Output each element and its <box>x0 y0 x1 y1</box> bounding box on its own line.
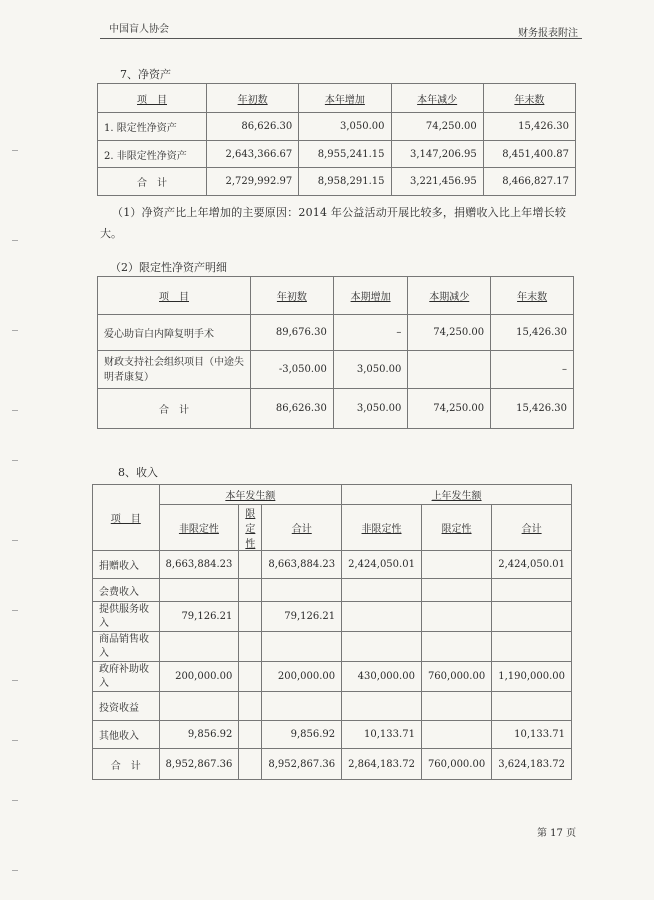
cell: 15,426.30 <box>491 315 574 351</box>
cell: 8,663,884.23 <box>159 551 239 579</box>
restricted-assets-detail-table <box>97 276 574 429</box>
header-doc-title: 财务报表附注 <box>518 28 578 39</box>
margin-mark <box>12 540 18 541</box>
cell: 15,426.30 <box>491 389 574 429</box>
cell: 200,000.00 <box>262 662 342 692</box>
cell <box>421 602 491 632</box>
col-header: 本年减少 <box>391 84 483 113</box>
header-org: 中国盲人协会 <box>109 24 169 35</box>
page-number: 第 17 页 <box>537 828 577 839</box>
table-sub-header-row <box>93 505 572 551</box>
cell: 8,663,884.23 <box>262 551 342 579</box>
section-8-title: 8、收入 <box>118 466 158 479</box>
cell: 760,000.00 <box>421 662 491 692</box>
sub-header: 合计 <box>492 505 572 551</box>
row-label: 合 计 <box>98 389 251 429</box>
row-label: 1. 限定性净资产 <box>98 113 207 141</box>
cell: 3,050.00 <box>333 351 408 389</box>
cell: 8,958,291.15 <box>299 168 391 196</box>
cell <box>421 632 491 662</box>
margin-mark <box>12 610 18 611</box>
cell <box>421 551 491 579</box>
col-header: 项 目 <box>93 485 160 551</box>
margin-mark <box>12 330 18 331</box>
col-header: 本年增加 <box>299 84 391 113</box>
cell <box>239 632 262 662</box>
cell: 3,221,456.95 <box>391 168 483 196</box>
table-row <box>93 662 572 692</box>
cell: 9,856.92 <box>262 721 342 749</box>
cell <box>239 721 262 749</box>
table-header-row <box>98 277 574 315</box>
col-header: 年末数 <box>491 277 574 315</box>
margin-mark <box>12 740 18 741</box>
cell: 10,133.71 <box>492 721 572 749</box>
section-7-title: 7、净资产 <box>120 68 171 81</box>
row-label: 爱心助盲白内障复明手术 <box>98 315 251 351</box>
cell <box>262 632 342 662</box>
income-table <box>92 484 572 780</box>
header-rule <box>100 38 582 39</box>
table-row <box>93 721 572 749</box>
row-label: 财政支持社会组织项目（中途失明者康复） <box>98 351 251 389</box>
cell: 74,250.00 <box>408 315 491 351</box>
sub-header: 非限定性 <box>159 505 239 551</box>
cell: 8,451,400.87 <box>483 141 575 168</box>
cell: 1,190,000.00 <box>492 662 572 692</box>
table-row <box>93 551 572 579</box>
cell: 89,676.30 <box>251 315 334 351</box>
cell <box>342 579 422 602</box>
cell <box>342 602 422 632</box>
cell: 430,000.00 <box>342 662 422 692</box>
cell: 8,466,827.17 <box>483 168 575 196</box>
col-header: 年初数 <box>207 84 299 113</box>
cell: 3,147,206.95 <box>391 141 483 168</box>
cell <box>408 351 491 389</box>
row-label: 政府补助收入 <box>93 662 160 692</box>
cell: -3,050.00 <box>251 351 334 389</box>
table-row <box>93 692 572 721</box>
cell: 3,050.00 <box>299 113 391 141</box>
col-header: 项 目 <box>98 84 207 113</box>
margin-mark <box>12 240 18 241</box>
cell <box>262 579 342 602</box>
cell <box>159 579 239 602</box>
margin-mark <box>12 150 18 151</box>
sub-header: 限定性 <box>421 505 491 551</box>
col-header: 本期减少 <box>408 277 491 315</box>
cell <box>492 579 572 602</box>
cell: 8,952,867.36 <box>262 749 342 780</box>
cell: 760,000.00 <box>421 749 491 780</box>
table-row-total <box>98 168 576 196</box>
cell: 15,426.30 <box>483 113 575 141</box>
cell <box>239 749 262 780</box>
cell: 74,250.00 <box>391 113 483 141</box>
margin-mark <box>12 870 18 871</box>
col-header: 年初数 <box>251 277 334 315</box>
table-row-total <box>93 749 572 780</box>
cell: – <box>491 351 574 389</box>
row-label: 其他收入 <box>93 721 160 749</box>
cell: 86,626.30 <box>251 389 334 429</box>
cell: 79,126.21 <box>159 602 239 632</box>
row-label: 提供服务收入 <box>93 602 160 632</box>
cell <box>421 579 491 602</box>
row-label: 2. 非限定性净资产 <box>98 141 207 168</box>
row-label: 商品销售收入 <box>93 632 160 662</box>
group-header-prior-year: 上年发生额 <box>342 485 572 505</box>
cell <box>239 602 262 632</box>
row-label: 捐赠收入 <box>93 551 160 579</box>
cell <box>342 692 422 721</box>
cell <box>492 632 572 662</box>
cell: 2,864,183.72 <box>342 749 422 780</box>
table-row <box>98 113 576 141</box>
net-assets-table <box>97 83 576 196</box>
table-row <box>98 351 574 389</box>
cell: 3,624,183.72 <box>492 749 572 780</box>
cell <box>239 692 262 721</box>
cell: – <box>333 315 408 351</box>
group-header-current-year: 本年发生额 <box>159 485 342 505</box>
cell: 8,952,867.36 <box>159 749 239 780</box>
table-group-header-row <box>93 485 572 505</box>
cell: 200,000.00 <box>159 662 239 692</box>
row-label: 会费收入 <box>93 579 160 602</box>
cell: 2,424,050.01 <box>342 551 422 579</box>
row-label: 合 计 <box>93 749 160 780</box>
cell <box>239 579 262 602</box>
cell: 8,955,241.15 <box>299 141 391 168</box>
cell: 2,729,992.97 <box>207 168 299 196</box>
col-header: 项 目 <box>98 277 251 315</box>
col-header: 年末数 <box>483 84 575 113</box>
cell <box>239 551 262 579</box>
col-header: 本期增加 <box>333 277 408 315</box>
sub-header: 限定性 <box>239 505 262 551</box>
table-header-row <box>98 84 576 113</box>
cell <box>239 662 262 692</box>
note-heading-2: （2）限定性净资产明细 <box>110 261 227 274</box>
table-row <box>98 141 576 168</box>
cell: 3,050.00 <box>333 389 408 429</box>
margin-mark <box>12 800 18 801</box>
sub-header: 非限定性 <box>342 505 422 551</box>
table-row-total <box>98 389 574 429</box>
cell: 2,643,366.67 <box>207 141 299 168</box>
cell: 9,856.92 <box>159 721 239 749</box>
cell <box>492 602 572 632</box>
table-row <box>93 579 572 602</box>
cell <box>159 632 239 662</box>
margin-mark <box>12 460 18 461</box>
cell <box>421 692 491 721</box>
cell: 10,133.71 <box>342 721 422 749</box>
cell: 74,250.00 <box>408 389 491 429</box>
note-paragraph-1: （1）净资产比上年增加的主要原因：2014 年公益活动开展比较多，捐赠收入比上年增长较 <box>112 206 567 219</box>
cell: 2,424,050.01 <box>492 551 572 579</box>
row-label: 合 计 <box>98 168 207 196</box>
cell <box>159 692 239 721</box>
table-row <box>93 632 572 662</box>
cell <box>421 721 491 749</box>
table-row <box>93 602 572 632</box>
cell <box>342 632 422 662</box>
note-paragraph-1-cont: 大。 <box>100 227 122 240</box>
margin-mark <box>12 410 18 411</box>
cell <box>492 692 572 721</box>
sub-header: 合计 <box>262 505 342 551</box>
cell <box>262 692 342 721</box>
cell: 86,626.30 <box>207 113 299 141</box>
table-row <box>98 315 574 351</box>
cell: 79,126.21 <box>262 602 342 632</box>
row-label: 投资收益 <box>93 692 160 721</box>
margin-mark <box>12 680 18 681</box>
